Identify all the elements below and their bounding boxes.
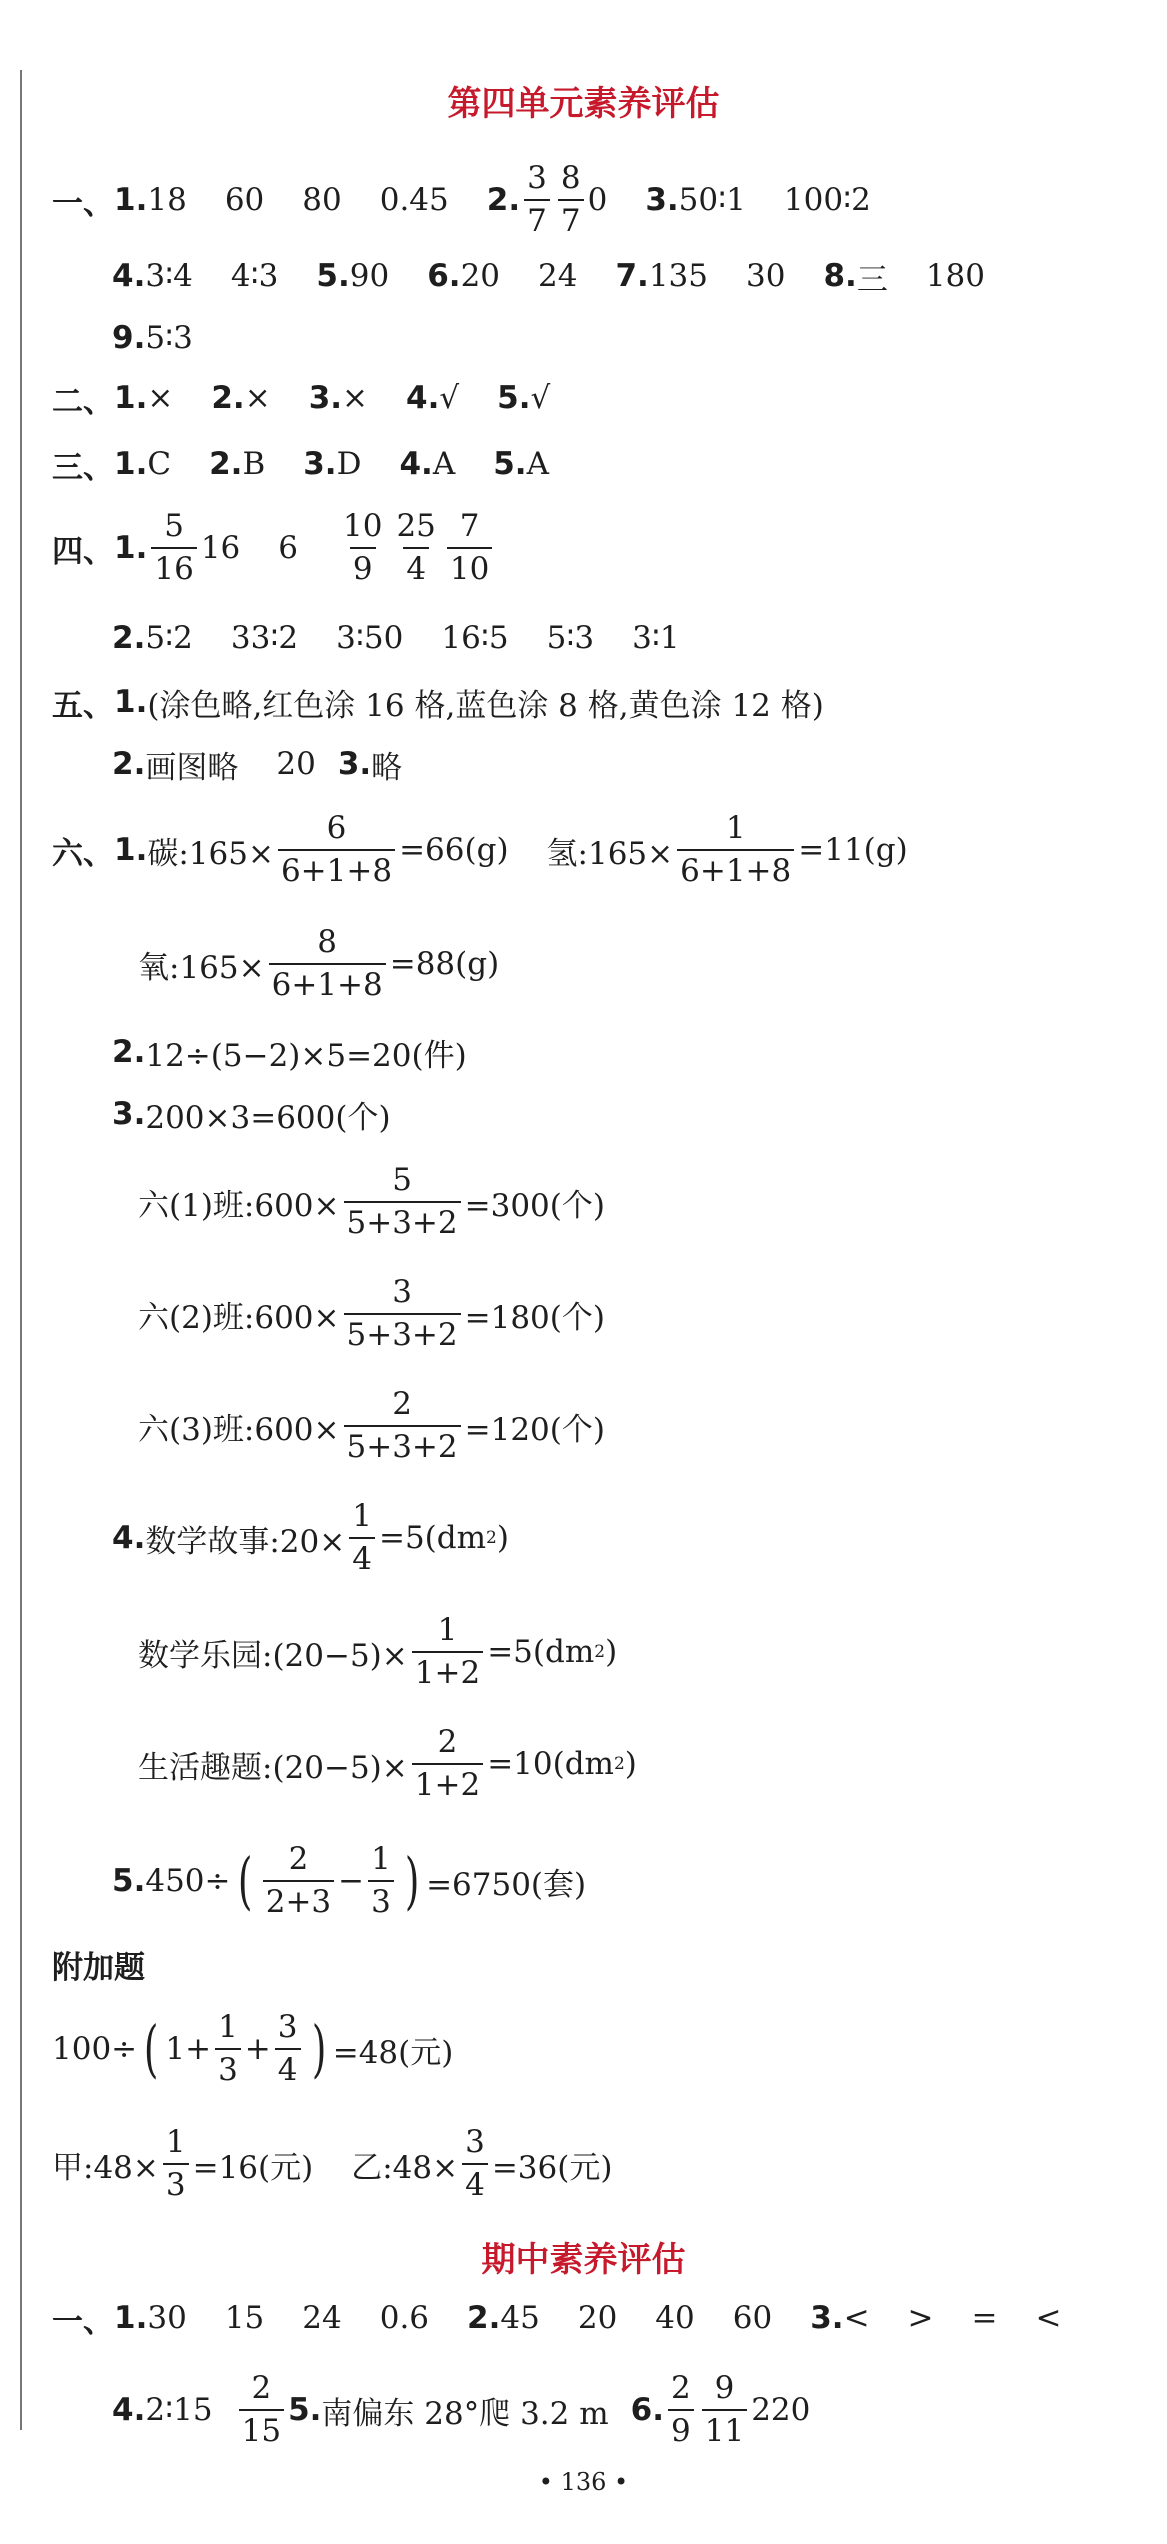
result: =120(个)	[464, 1411, 605, 1448]
result: =16(元)	[192, 2149, 314, 2186]
fraction	[393, 508, 438, 587]
denominator: 5+3+2	[344, 1425, 461, 1463]
expression: 氢:165×	[546, 835, 674, 872]
fraction	[163, 2124, 189, 2203]
extra-title	[52, 1940, 145, 1988]
question-number: 4.	[112, 2392, 146, 2428]
answer: 5∶2	[145, 620, 193, 656]
answer: 40	[655, 2300, 695, 2336]
question-number: 5.	[288, 2392, 322, 2428]
page-footer	[0, 2462, 1167, 2502]
numerator: 3	[527, 160, 547, 196]
question-number: 3.	[337, 746, 372, 782]
numerator: 2	[671, 2370, 691, 2406]
fraction	[340, 508, 385, 587]
numerator: 3	[465, 2124, 485, 2160]
answer: 20	[577, 2300, 618, 2336]
answer: 2∶15	[145, 2392, 213, 2428]
answer: 24	[302, 2300, 342, 2336]
question-number: 3.	[308, 380, 343, 416]
numerator: 7	[459, 508, 480, 544]
question-number: 6.	[630, 2392, 664, 2428]
denominator: 7	[524, 199, 550, 237]
answer: 33∶2	[230, 620, 299, 656]
numerator: 10	[343, 508, 383, 544]
answer: 4∶3	[230, 258, 279, 294]
answer: =	[971, 2300, 998, 2336]
expression: 甲:48×	[52, 2149, 159, 2186]
answer: 20	[460, 258, 501, 294]
question-number: 6.	[427, 258, 461, 294]
superscript: 2	[486, 1528, 497, 1548]
result: =11(g)	[798, 832, 908, 868]
result: =88(g)	[389, 946, 500, 982]
question-number: 8.	[823, 258, 857, 294]
question-number: 5.	[493, 446, 527, 482]
answer: 0	[587, 182, 608, 218]
sec6-q4-line2	[138, 1610, 617, 1694]
numerator: 1	[218, 2009, 238, 2045]
left-margin-rule	[20, 70, 22, 2430]
answer: D	[336, 446, 362, 482]
question-number: 2.	[486, 182, 521, 218]
sec6-q5	[112, 1838, 586, 1924]
answer: C	[147, 446, 172, 482]
fraction	[412, 1724, 483, 1803]
answer: 135	[648, 258, 708, 294]
sec6-q4-line3	[138, 1722, 637, 1806]
section-marker: 五、	[52, 687, 114, 724]
question-number: 4.	[112, 1520, 146, 1556]
fraction	[344, 1162, 461, 1241]
question-number: 2.	[211, 380, 245, 416]
question-number: 1.	[114, 182, 148, 218]
denominator: 10	[447, 547, 492, 585]
question-number: 5.	[112, 1863, 146, 1899]
section-marker: 一、	[52, 185, 114, 222]
fraction	[558, 160, 584, 239]
superscript: 2	[594, 1642, 606, 1662]
sec6-q1-line1	[52, 808, 908, 892]
numerator: 9	[714, 2370, 735, 2406]
denominator: 1+2	[412, 1651, 483, 1689]
answer: 0.6	[379, 2300, 430, 2336]
numerator: 8	[317, 924, 338, 960]
expression: 12÷(5−2)×5=20(件)	[145, 1037, 467, 1074]
answer: 90	[349, 258, 390, 294]
denominator: 3	[368, 1880, 394, 1918]
fraction	[668, 2370, 694, 2449]
question-number: 4.	[399, 446, 433, 482]
mid-line1	[52, 2294, 1062, 2342]
superscript: 2	[613, 1754, 625, 1774]
question-number: 1.	[114, 2300, 148, 2336]
numerator: 2	[251, 2370, 272, 2406]
fraction	[677, 810, 794, 889]
fraction	[344, 1386, 461, 1465]
question-number: 3.	[645, 182, 679, 218]
numerator: 1	[437, 1612, 458, 1648]
expression: 碳:165×	[147, 835, 274, 872]
fraction	[524, 160, 550, 239]
numerator: 5	[392, 1162, 412, 1198]
answer: 100∶2	[783, 182, 871, 218]
answer: 20	[276, 746, 316, 782]
close-paren: )	[496, 1520, 509, 1556]
fraction	[215, 2009, 241, 2088]
fraction	[368, 1841, 394, 1920]
answer: ×	[147, 380, 174, 416]
answer: 16∶5	[441, 620, 509, 656]
answer: 80	[302, 182, 342, 218]
answer: A	[432, 446, 456, 482]
fraction	[462, 2124, 488, 2203]
question-number: 2.	[112, 1034, 146, 1070]
fraction	[702, 2370, 747, 2449]
denominator: 4	[275, 2048, 301, 2086]
sec1-line1	[52, 160, 871, 240]
sec1-line3	[112, 314, 193, 362]
left-paren: (	[143, 2012, 159, 2085]
expression: 100÷	[52, 2031, 138, 2067]
question-number: 4.	[406, 380, 440, 416]
answer: 50∶1	[678, 182, 746, 218]
numerator: 1	[352, 1498, 372, 1534]
close-paren: )	[624, 1746, 637, 1782]
numerator: 3	[392, 1274, 412, 1310]
denominator: 5+3+2	[344, 1201, 461, 1239]
expression: 数学乐园:(20−5)×	[138, 1637, 408, 1674]
answer: 18	[147, 182, 187, 218]
denominator: 9	[350, 547, 376, 585]
section-marker: 一、	[52, 2303, 114, 2340]
fraction	[263, 1841, 334, 1920]
denominator: 16	[151, 547, 196, 585]
expression: 六(2)班:600×	[138, 1299, 340, 1336]
fraction	[275, 2009, 301, 2088]
answer: 略	[371, 749, 403, 786]
sec6-q2	[112, 1028, 467, 1076]
denominator: 6+1+8	[269, 963, 386, 1001]
answer: √	[439, 380, 460, 416]
answer: 180	[925, 258, 985, 294]
result: =180(个)	[464, 1299, 605, 1336]
numerator: 1	[371, 1841, 391, 1877]
fraction	[344, 1274, 461, 1353]
close-paren: )	[605, 1634, 618, 1670]
section-marker: 六、	[52, 835, 114, 872]
answer: (涂色略,红色涂 16 格,蓝色涂 8 格,黄色涂 12 格)	[147, 687, 824, 724]
question-number: 1.	[114, 684, 148, 720]
expression: 生活趣题:(20−5)×	[138, 1749, 408, 1786]
denominator: 7	[558, 199, 584, 237]
question-number: 1.	[114, 832, 148, 868]
answer: 16	[200, 530, 241, 566]
result: =36(元)	[491, 2149, 613, 2186]
expression: 450÷	[145, 1863, 231, 1899]
denominator: 4	[349, 1537, 375, 1575]
result: =300(个)	[464, 1187, 605, 1224]
answer: 0.45	[379, 182, 449, 218]
right-paren: )	[311, 2012, 326, 2085]
section-marker: 三、	[52, 449, 114, 486]
numerator: 3	[277, 2009, 298, 2045]
answer: 6	[278, 530, 298, 566]
expression: 乙:48×	[351, 2149, 459, 2186]
numerator: 5	[164, 508, 184, 544]
question-number: 2.	[112, 620, 146, 656]
sec5-line2	[112, 740, 402, 788]
answer: √	[530, 380, 551, 416]
sec6-q1-line2	[138, 922, 499, 1006]
numerator: 2	[392, 1386, 412, 1422]
mid-line2	[112, 2368, 810, 2452]
answer: 15	[224, 2300, 265, 2336]
answer: 30	[147, 2300, 187, 2336]
result: =6750(套)	[426, 1866, 587, 1903]
expression: 氧:165×	[138, 949, 265, 986]
question-number: 1.	[114, 446, 148, 482]
answer: <	[1035, 2300, 1062, 2336]
question-number: 9.	[112, 320, 146, 356]
denominator: 6+1+8	[278, 849, 395, 887]
fraction	[269, 924, 386, 1003]
fraction	[349, 1498, 375, 1577]
expression: 数学故事:20×	[145, 1523, 346, 1560]
answer: 3∶1	[632, 620, 680, 656]
question-number: 5.	[316, 258, 350, 294]
answer: 画图略	[145, 749, 239, 786]
denominator: 5+3+2	[344, 1313, 461, 1351]
denominator: 4	[403, 547, 429, 585]
sec2-line	[52, 374, 550, 422]
section-marker: 二、	[52, 383, 114, 420]
question-number: 2.	[467, 2300, 501, 2336]
answer: 60	[224, 182, 265, 218]
sec6-q3-class2	[138, 1272, 605, 1356]
result: =5(dm	[378, 1520, 487, 1556]
answer: B	[242, 446, 266, 482]
fraction	[239, 2370, 284, 2449]
result: =48(元)	[332, 2034, 454, 2071]
question-number: 2.	[209, 446, 243, 482]
answer: ×	[342, 380, 369, 416]
question-number: 2.	[112, 746, 146, 782]
answer: 24	[538, 258, 578, 294]
question-number: 3.	[112, 1096, 146, 1132]
result: =66(g)	[399, 832, 509, 868]
answer: 3∶4	[145, 258, 193, 294]
question-number: 7.	[615, 258, 649, 294]
numerator: 1	[725, 810, 746, 846]
denominator: 6+1+8	[677, 849, 794, 887]
denominator: 15	[239, 2409, 284, 2447]
answer: A	[526, 446, 549, 482]
answer: 30	[746, 258, 786, 294]
answer: >	[907, 2300, 934, 2336]
sec6-q4-line1	[112, 1496, 509, 1580]
denominator: 9	[668, 2409, 694, 2447]
operator: −	[338, 1863, 365, 1899]
right-paren: )	[404, 1844, 420, 1917]
denominator: 1+2	[412, 1763, 483, 1801]
question-number: 1.	[114, 380, 148, 416]
left-paren: (	[237, 1844, 252, 1917]
answer: ×	[244, 380, 271, 416]
expression: 200×3=600(个)	[145, 1099, 391, 1136]
answer: <	[843, 2300, 870, 2336]
numerator: 6	[326, 810, 347, 846]
fraction	[412, 1612, 483, 1691]
denominator: 3	[163, 2163, 189, 2201]
answer: 45	[500, 2300, 540, 2336]
extra-line1	[52, 2006, 453, 2092]
denominator: 11	[702, 2409, 747, 2447]
sec5-line1	[52, 678, 824, 726]
answer: 5∶3	[145, 320, 193, 356]
extra-line2	[52, 2122, 612, 2206]
sec3-line	[52, 440, 549, 488]
numerator: 8	[560, 160, 581, 196]
expression: 1+	[165, 2031, 212, 2067]
question-number: 4.	[112, 258, 146, 294]
sec6-q3	[112, 1090, 391, 1138]
operator: +	[244, 2031, 271, 2067]
numerator: 2	[288, 1841, 309, 1877]
fraction	[278, 810, 395, 889]
sec6-q3-class1	[138, 1160, 605, 1244]
answer: 5∶3	[546, 620, 595, 656]
question-number: 5.	[497, 380, 531, 416]
expression: 六(1)班:600×	[138, 1187, 340, 1224]
result: =10(dm	[487, 1746, 614, 1782]
question-number: 1.	[114, 530, 148, 566]
answer: 220	[751, 2392, 811, 2428]
answer: 3∶50	[336, 620, 404, 656]
page-number: • 136 •	[538, 2468, 629, 2496]
answer: 南偏东 28°爬 3.2 m	[321, 2395, 609, 2432]
question-number: 3.	[810, 2300, 844, 2336]
numerator: 2	[437, 1724, 458, 1760]
sec6-q3-class3	[138, 1384, 605, 1468]
answer: 60	[732, 2300, 773, 2336]
unit4-title: 第四单元素养评估	[447, 84, 720, 124]
numerator: 1	[165, 2124, 186, 2160]
extra-title-text: 附加题	[52, 1949, 145, 1986]
midterm-title: 期中素养评估	[481, 2240, 686, 2280]
sec1-line2	[112, 252, 985, 300]
numerator: 25	[396, 508, 436, 544]
result: =5(dm	[487, 1634, 595, 1670]
fraction	[447, 508, 492, 587]
sec4-line1	[52, 506, 496, 590]
sec4-line2	[112, 614, 680, 662]
denominator: 4	[462, 2163, 488, 2201]
question-number: 3.	[303, 446, 337, 482]
section-marker: 四、	[52, 533, 114, 570]
denominator: 3	[215, 2048, 241, 2086]
answer: 三	[856, 261, 888, 298]
expression: 六(3)班:600×	[138, 1411, 340, 1448]
fraction	[151, 508, 196, 587]
denominator: 2+3	[263, 1880, 334, 1918]
